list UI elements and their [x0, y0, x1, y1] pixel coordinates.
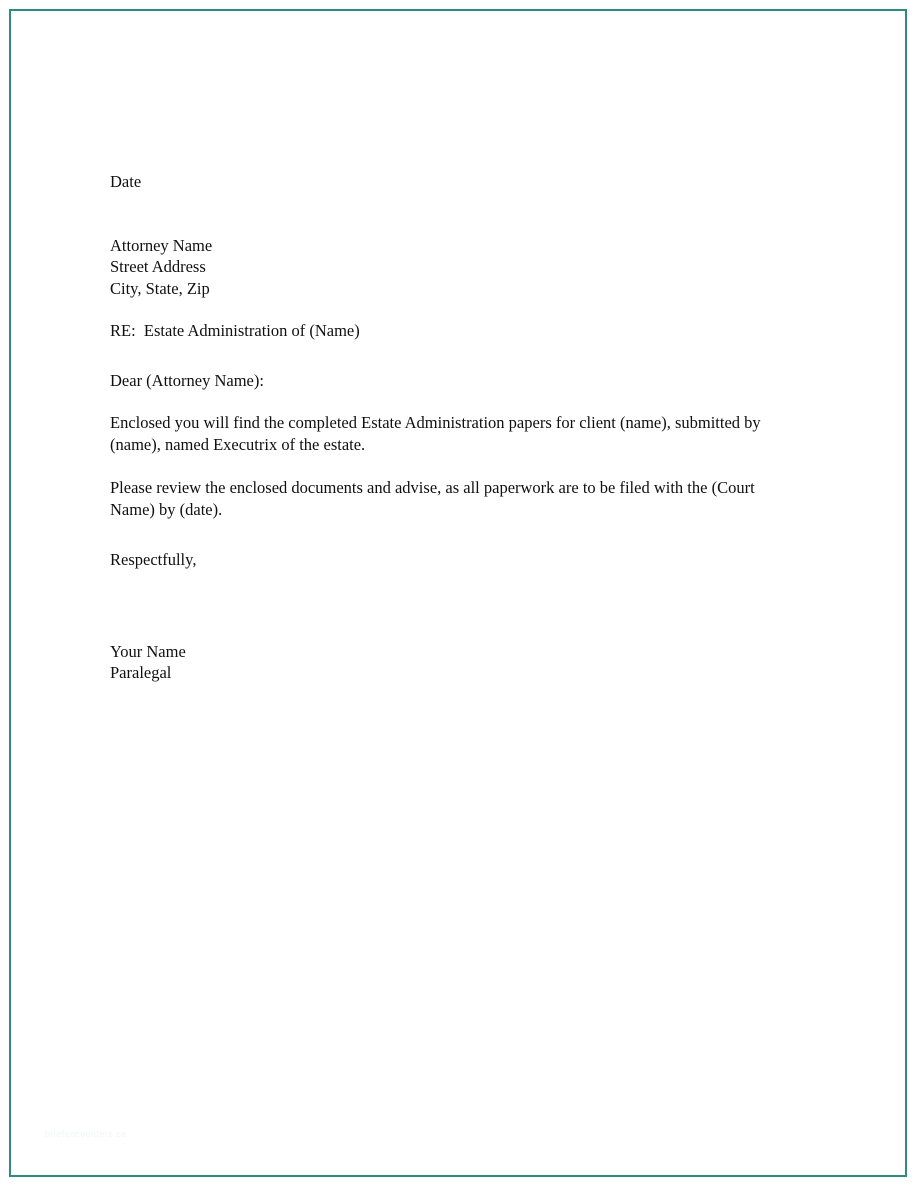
recipient-address	[110, 235, 810, 300]
letter-body	[110, 171, 810, 684]
recipient-name: Attorney Name	[110, 235, 213, 255]
recipient-city-state-zip: City, State, Zip	[110, 278, 210, 298]
salutation: Dear (Attorney Name):	[110, 370, 264, 390]
watermark: briefencounters.ca	[45, 1129, 127, 1139]
subject-line: RE: Estate Administration of (Name)	[110, 321, 360, 340]
signer-title: Paralegal	[110, 663, 172, 682]
signature-block	[110, 641, 810, 684]
spacer-after-subject	[110, 342, 810, 370]
signature-space	[110, 571, 810, 641]
body-paragraph-2: Please review the enclosed documents and advise, as all paperwork are to be filed with the (Court Name) by (date).	[110, 478, 755, 519]
closing: Respectfully,	[110, 550, 197, 569]
signer-name: Your Name	[110, 641, 186, 661]
spacer-after-address	[110, 299, 810, 320]
document-page	[9, 9, 907, 1177]
spacer-after-salutation	[110, 391, 810, 412]
date-line: Date	[110, 172, 142, 191]
body-paragraph-1: Enclosed you will find the completed Estate Administration papers for client (name), submitted by (name), named Executrix of the estate.	[110, 413, 761, 454]
spacer-between-paragraphs	[110, 456, 810, 477]
spacer-before-closing	[110, 521, 810, 549]
spacer-after-date	[110, 193, 810, 235]
recipient-street: Street Address	[110, 257, 206, 276]
